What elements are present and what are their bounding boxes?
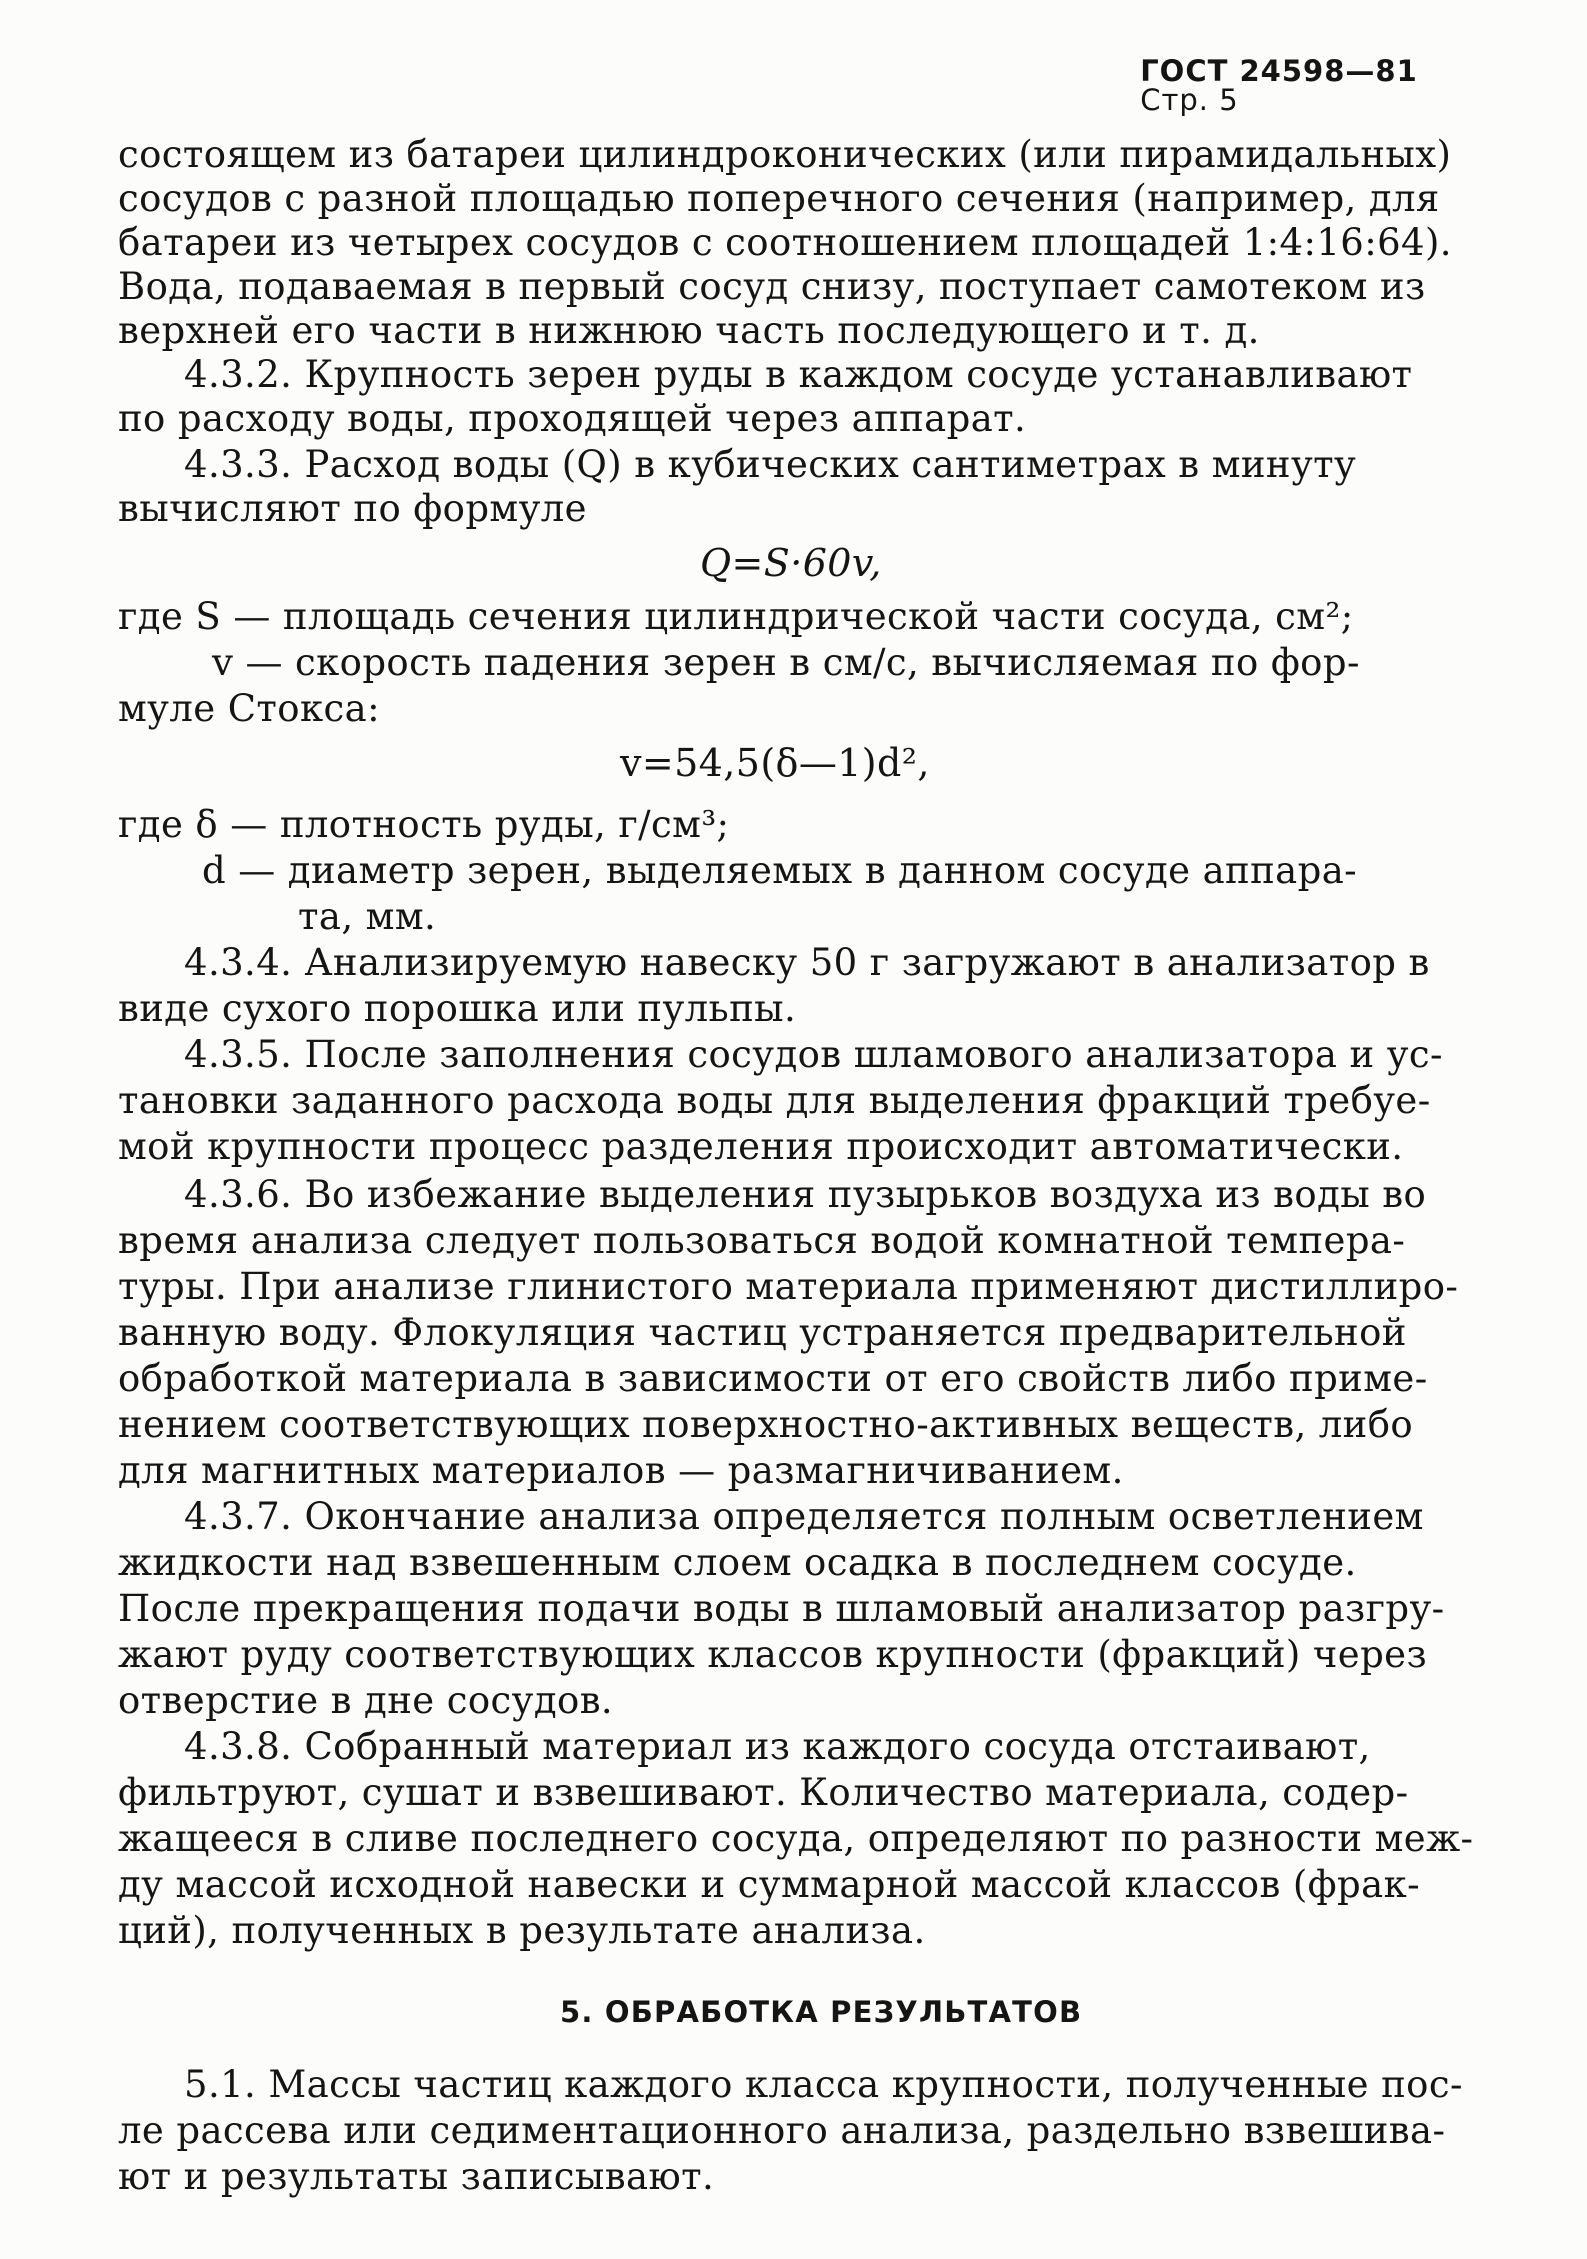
formula-stokes: v=54,5(δ—1)d², <box>620 741 930 785</box>
text-line: жидкости над взвешенным слоем осадка в последнем сосуде. <box>118 1541 1357 1584</box>
text-line: туры. При анализе глинистого материала применяют дистиллиро- <box>118 1265 1459 1308</box>
text-line: верхней его части в нижнюю часть последующего и т. д. <box>118 309 1260 352</box>
document-number: ГОСТ 24598—81 <box>1140 54 1418 88</box>
text-line: ле рассева или седиментационного анализа, раздельно взвешива- <box>118 2109 1446 2152</box>
text-line: 4.3.3. Расход воды (Q) в кубических сантиметрах в минуту <box>184 443 1357 486</box>
text-line: отверстие в дне сосудов. <box>118 1679 614 1722</box>
text-line: батареи из четырех сосудов с соотношением площадей 1:4:16:64). <box>118 221 1452 264</box>
page-header <box>1118 28 1418 115</box>
text-line: ду массой исходной навески и суммарной массой классов (фрак- <box>118 1863 1420 1906</box>
text-line: 5.1. Массы частиц каждого класса крупности, полученные пос- <box>184 2063 1463 2106</box>
text-line: d — диаметр зерен, выделяемых в данном сосуде аппара- <box>202 849 1358 892</box>
text-line: ванную воду. Флокуляция частиц устраняется предварительной <box>118 1311 1407 1354</box>
text-line: После прекращения подачи воды в шламовый анализатор разгру- <box>118 1587 1445 1630</box>
text-line: 4.3.8. Собранный материал из каждого сосуда отстаивают, <box>184 1725 1371 1768</box>
text-line: муле Стокса: <box>118 687 380 730</box>
text-line: где δ — плотность руды, г/см³; <box>118 803 730 846</box>
text-line: та, мм. <box>298 895 437 938</box>
text-line: 4.3.6. Во избежание выделения пузырьков воздуха из воды во <box>184 1173 1427 1216</box>
text-line: жают руду соответствующих классов крупности (фракций) через <box>118 1633 1428 1676</box>
formula-flow-rate: Q=S·60v, <box>700 541 882 585</box>
text-line: ют и результаты записывают. <box>118 2155 715 2198</box>
section-heading: 5. ОБРАБОТКА РЕЗУЛЬТАТОВ <box>560 1995 1083 2029</box>
text-line: где S — площадь сечения цилиндрической части сосуда, см²; <box>118 595 1354 638</box>
text-line: состоящем из батареи цилиндроконических (или пирамидальных) <box>118 133 1452 176</box>
text-line: 4.3.4. Анализируемую навеску 50 г загружают в анализатор в <box>184 941 1430 984</box>
text-line: время анализа следует пользоваться водой комнатной темпера- <box>118 1219 1406 1262</box>
text-line: для магнитных материалов — размагничиванием. <box>118 1449 1124 1492</box>
text-line: 4.3.2. Крупность зерен руды в каждом сосуде устанавливают <box>184 353 1413 396</box>
text-line: 4.3.5. После заполнения сосудов шламового анализатора и ус- <box>184 1033 1443 1076</box>
text-line: 4.3.7. Окончание анализа определяется полным осветлением <box>184 1495 1424 1538</box>
text-line: фильтруют, сушат и взвешивают. Количество материала, содер- <box>118 1771 1409 1814</box>
text-line: сосудов с разной площадью поперечного сечения (например, для <box>118 177 1440 220</box>
text-line: v — скорость падения зерен в см/с, вычисляемая по фор- <box>212 641 1360 684</box>
text-line: мой крупности процесс разделения происходит автоматически. <box>118 1125 1404 1168</box>
page-number: Стр. 5 <box>1140 83 1239 117</box>
text-line: Вода, подаваемая в первый сосуд снизу, поступает самотеком из <box>118 265 1426 308</box>
text-line: тановки заданного расхода воды для выделения фракций требуе- <box>118 1079 1431 1122</box>
text-line: обработкой материала в зависимости от его свойств либо приме- <box>118 1357 1428 1400</box>
text-line: вычисляют по формуле <box>118 487 587 530</box>
text-line: по расходу воды, проходящей через аппарат. <box>118 397 1027 440</box>
text-line: ций), полученных в результате анализа. <box>118 1909 926 1952</box>
text-line: нением соответствующих поверхностно-активных веществ, либо <box>118 1403 1414 1446</box>
text-line: виде сухого порошка или пульпы. <box>118 987 797 1030</box>
text-line: жащееся в сливе последнего сосуда, определяют по разности меж- <box>118 1817 1474 1860</box>
